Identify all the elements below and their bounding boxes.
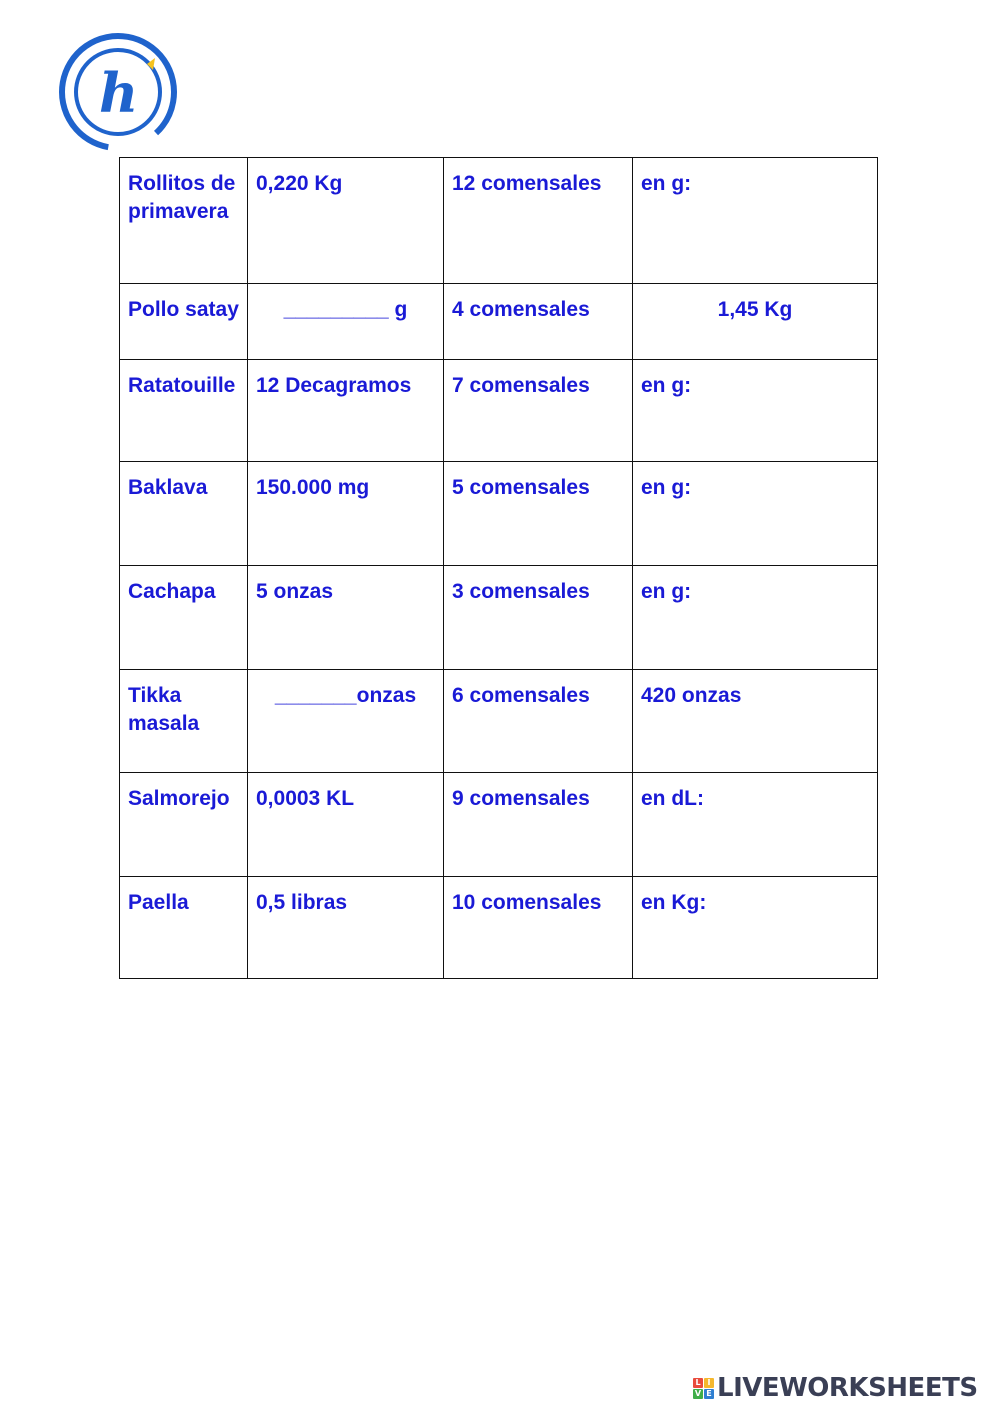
- diners-cell: 4 comensales: [444, 284, 633, 360]
- quantity-cell: 150.000 mg: [248, 462, 444, 566]
- site-logo: [56, 30, 180, 160]
- diners-cell: 9 comensales: [444, 773, 633, 877]
- target-cell: en Kg:: [633, 877, 878, 979]
- dish-cell: Paella: [120, 877, 248, 979]
- liveworksheets-icon: [693, 1378, 714, 1399]
- quantity-cell: 5 onzas: [248, 566, 444, 670]
- dish-cell: Ratatouille: [120, 360, 248, 462]
- quantity-cell: 0,220 Kg: [248, 158, 444, 284]
- target-cell: 1,45 Kg: [633, 284, 878, 360]
- brand-icon-letter: L: [693, 1378, 703, 1388]
- quantity-cell: 0,5 libras: [248, 877, 444, 979]
- quantity-cell: 12 Decagramos: [248, 360, 444, 462]
- dish-cell: Tikka masala: [120, 670, 248, 773]
- diners-cell: 7 comensales: [444, 360, 633, 462]
- brand-icon-letter: V: [694, 1388, 702, 1398]
- dish-cell: Pollo satay: [120, 284, 248, 360]
- table-row: [120, 877, 878, 979]
- logo-letter: h: [99, 61, 139, 125]
- diners-cell: 10 comensales: [444, 877, 633, 979]
- diners-cell: 5 comensales: [444, 462, 633, 566]
- table-row: [120, 566, 878, 670]
- quantity-blank-cell: _______onzas: [248, 670, 444, 773]
- brand-wordmark: LIVEWORKSHEETS: [717, 1373, 978, 1403]
- table-row: [120, 670, 878, 773]
- dish-cell: Rollitos de primavera: [120, 158, 248, 284]
- target-cell: en g:: [633, 158, 878, 284]
- table-row: [120, 158, 878, 284]
- target-cell: en g:: [633, 566, 878, 670]
- brand-icon-letter: E: [704, 1389, 714, 1399]
- liveworksheets-brand: [693, 1373, 978, 1403]
- conversion-table: [119, 157, 878, 979]
- quantity-cell: 0,0003 KL: [248, 773, 444, 877]
- quantity-blank-cell: _________ g: [248, 284, 444, 360]
- table-row: [120, 284, 878, 360]
- target-cell: 420 onzas: [633, 670, 878, 773]
- target-cell: en g:: [633, 360, 878, 462]
- diners-cell: 3 comensales: [444, 566, 633, 670]
- dish-cell: Salmorejo: [120, 773, 248, 877]
- target-cell: en g:: [633, 462, 878, 566]
- dish-cell: Cachapa: [120, 566, 248, 670]
- table-row: [120, 360, 878, 462]
- diners-cell: 6 comensales: [444, 670, 633, 773]
- table-row: [120, 462, 878, 566]
- brand-icon-letter: I: [704, 1378, 714, 1388]
- diners-cell: 12 comensales: [444, 158, 633, 284]
- table-row: [120, 773, 878, 877]
- dish-cell: Baklava: [120, 462, 248, 566]
- target-cell: en dL:: [633, 773, 878, 877]
